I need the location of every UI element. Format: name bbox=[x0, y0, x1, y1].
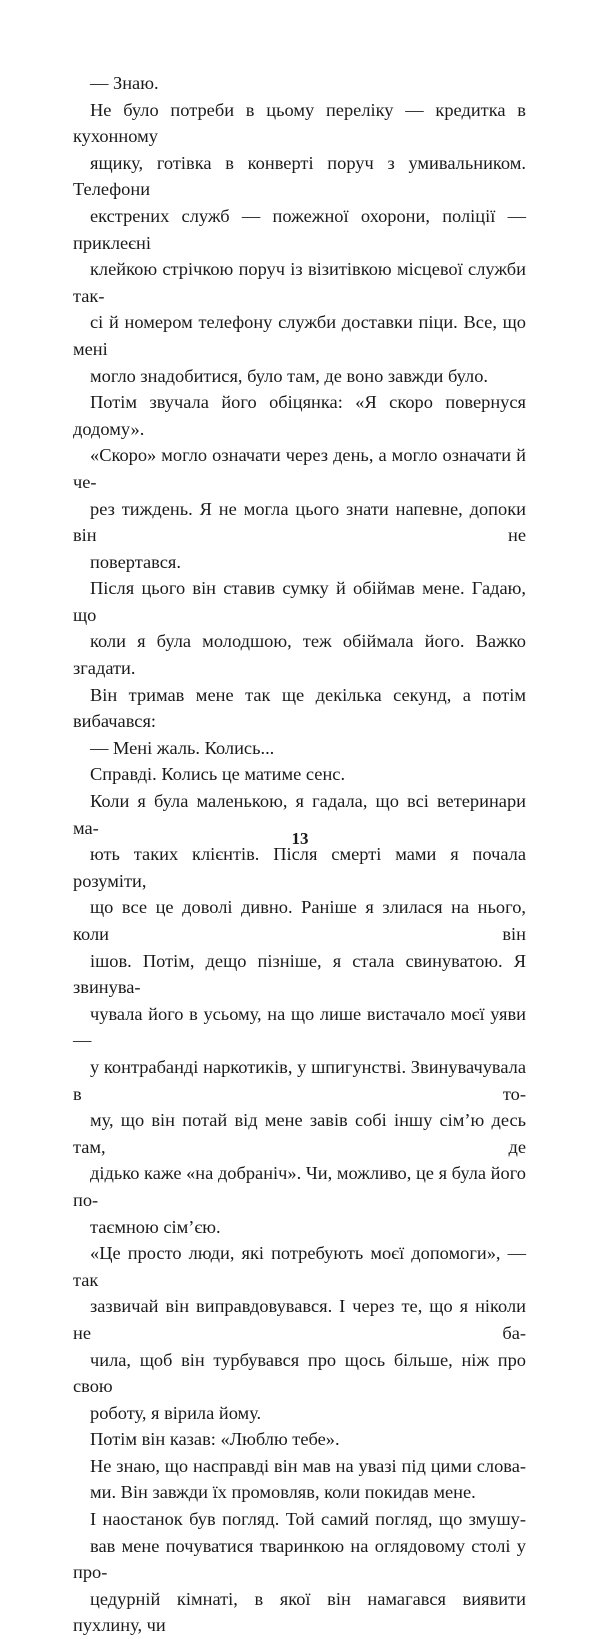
text-line: му, що він потай від мене завів собі іншу сім’ю десь там, де bbox=[73, 1110, 526, 1157]
text-line: коли я була молодшою, теж обіймала його. Важко згадати. bbox=[73, 631, 526, 679]
text-line: рез тиждень. Я не могла цього знати напевне, допоки він не bbox=[73, 498, 526, 546]
paragraph bbox=[73, 1426, 526, 1453]
text-line: Справді. Колись це матиме сенс. bbox=[90, 764, 346, 785]
text-line: таємною сім’єю. bbox=[90, 1216, 221, 1237]
paragraph bbox=[73, 575, 526, 735]
text-line: роботу, я вірила йому. bbox=[90, 1402, 262, 1423]
text-line: ють таких клієнтів. Після смерті мами я почала розуміти, bbox=[73, 844, 526, 891]
text-line: «Це просто люди, які потребують моєї допомоги», — так bbox=[73, 1243, 526, 1290]
text-line: І наостанок був погляд. Той самий погляд, що змушу- bbox=[90, 1509, 526, 1530]
text-line: — Знаю. bbox=[90, 73, 159, 93]
text-line: «Скоро» могло означати через день, а могло означати й че- bbox=[73, 445, 526, 492]
text-line: у контрабанді наркотиків, у шпигунстві. Звинувачувала в то- bbox=[73, 1056, 526, 1104]
text-line: повертався. bbox=[90, 551, 181, 572]
text-line: Коли я була маленькою, я гадала, що всі ветеринари ма- bbox=[73, 791, 526, 838]
text-line: чувала його в усьому, на що лише вистачало моєї уяви — bbox=[73, 1003, 526, 1051]
paragraph bbox=[73, 389, 526, 442]
text-line: ящику, готівка в конверті поруч з умивальником. Телефони bbox=[73, 152, 526, 200]
text-line: Не було потреби в цьому переліку — кредитка в кухонному bbox=[73, 99, 526, 147]
text-line: екстрених служб — пожежної охорони, поліції — приклеєні bbox=[73, 205, 526, 253]
text-line: сі й номером телефону служби доставки піци. Все, що мені bbox=[73, 312, 526, 359]
text-line: вав мене почуватися тваринкою на оглядовому столі у про- bbox=[73, 1535, 526, 1583]
paragraph bbox=[73, 1453, 526, 1506]
paragraph bbox=[73, 1240, 526, 1426]
text-line: Потім він казав: «Люблю тебе». bbox=[90, 1429, 340, 1450]
text-line: дідько каже «на добраніч». Чи, можливо, це я була його по- bbox=[73, 1163, 526, 1210]
paragraph bbox=[73, 442, 526, 575]
paragraph bbox=[73, 788, 526, 1240]
paragraph bbox=[73, 97, 526, 390]
text-line: Не знаю, що насправді він мав на увазі під цими слова- bbox=[90, 1455, 526, 1476]
text-line: Після цього він ставив сумку й обіймав мене. Гадаю, що bbox=[73, 578, 526, 625]
text-line: могло знадобитися, було там, де воно завжди було. bbox=[90, 365, 489, 386]
text-line: Потім звучала його обіцянка: «Я скоро повернуся додому». bbox=[73, 392, 526, 439]
paragraph bbox=[73, 1506, 526, 1639]
text-line: Він тримав мене так ще декілька секунд, а потім вибачався: bbox=[73, 684, 526, 732]
text-line: що все це доволі дивно. Раніше я злилася на нього, коли він bbox=[73, 897, 526, 944]
text-line: клейкою стрічкою поруч із візитівкою місцевої служби так- bbox=[73, 259, 526, 306]
text-line: — Мені жаль. Колись... bbox=[90, 737, 275, 758]
text-line: чила, щоб він турбувався про щось більше, ніж про свою bbox=[73, 1349, 526, 1397]
paragraph bbox=[73, 70, 526, 97]
text-line: ми. Він завжди їх промовляв, коли покидав мене. bbox=[90, 1482, 476, 1503]
paragraph bbox=[73, 761, 526, 788]
paragraph bbox=[73, 735, 526, 762]
text-line: ішов. Потім, дещо пізніше, я стала свинуватою. Я звинува- bbox=[73, 950, 526, 998]
text-line: зазвичай він виправдовувався. І через те, що я ніколи не ба- bbox=[73, 1296, 526, 1343]
text-line: цедурній кімнаті, в якої він намагався виявити пухлину, чи bbox=[73, 1588, 526, 1636]
page-number: 13 bbox=[291, 829, 309, 848]
book-page-body bbox=[73, 70, 526, 1639]
